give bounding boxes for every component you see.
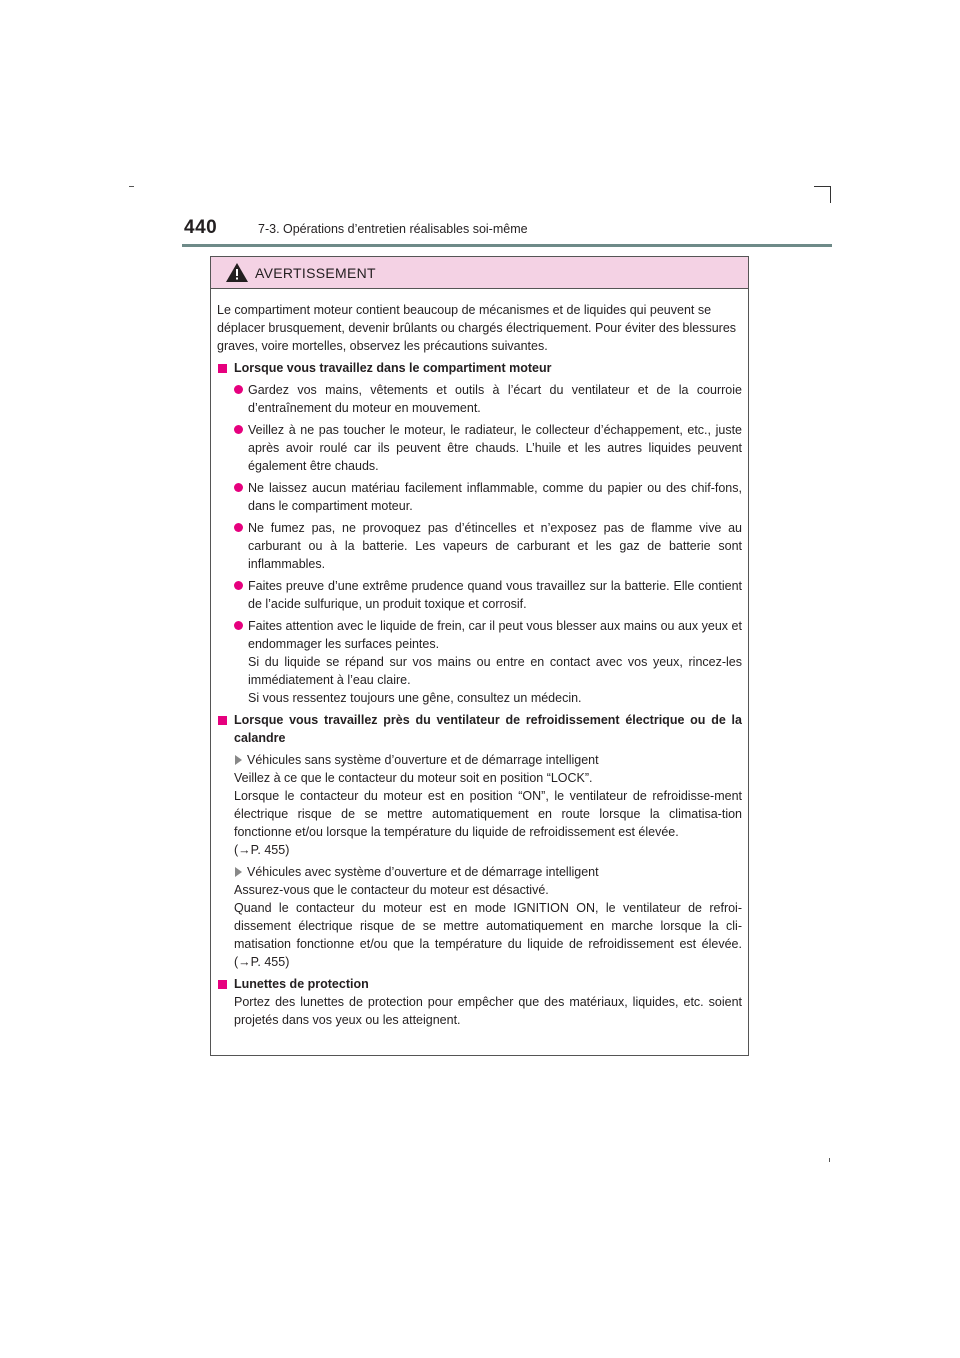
paragraph: Portez des lunettes de protection pour empêcher que des matériaux, liquides, etc. soient projetés dans vos yeux ou les atteignent. (234, 995, 742, 1027)
bullet-item (234, 421, 742, 475)
round-bullet-icon (234, 385, 243, 394)
paragraph: Quand le contacteur du moteur est en mode IGNITION ON, le ventilateur de refroi-dissement électrique risque de se mettre automatiquement en marche lorsque la cli-matisation fonctionne et/ou que la température du liquide de refroidissement est élevée. (→P. 455) (234, 901, 742, 969)
section-safety-glasses (217, 975, 742, 1029)
round-bullet-icon (234, 581, 243, 590)
section-cooling-fan (217, 711, 742, 971)
warning-title: AVERTISSEMENT (255, 265, 376, 281)
bullet-text-continued: Si du liquide se répand sur vos mains ou entre en contact avec vos yeux, rincez-les immédiatement à l’eau claire. (248, 655, 742, 687)
paragraph: Assurez-vous que le contacteur du moteur est désactivé. (234, 883, 549, 897)
bullet-text: Ne fumez pas, ne provoquez pas d’étincelles et n’exposez pas de flamme vive au carburant ou à la batterie. Les vapeurs de carburant et les gaz de batterie sont inflammables. (248, 521, 742, 571)
section-title-glasses: Lunettes de protection (234, 977, 369, 991)
square-bullet-icon (218, 364, 227, 373)
bullet-text: Gardez vos mains, vêtements et outils à l’écart du ventilateur et de la courroie d’entraînement du moteur en mouvement. (248, 383, 742, 415)
round-bullet-icon (234, 483, 243, 492)
square-bullet-icon (218, 716, 227, 725)
round-bullet-icon (234, 523, 243, 532)
square-bullet-icon (218, 980, 227, 989)
header-rule (182, 244, 832, 247)
arrow-right-icon (235, 755, 242, 765)
crop-mark-top-right (814, 186, 831, 203)
bullet-item (234, 577, 742, 613)
arrow-right-icon (235, 867, 242, 877)
section-title-engine: Lorsque vous travaillez dans le compartiment moteur (234, 361, 552, 375)
bullet-text: Faites preuve d’une extrême prudence quand vous travaillez sur la batterie. Elle contient de l’acide sulfurique, un produit toxique et corrosif. (248, 579, 742, 611)
variant-label-text: Véhicules avec système d’ouverture et de démarrage intelligent (247, 865, 599, 879)
warning-triangle-icon (226, 263, 248, 282)
vehicle-variant-label (234, 751, 742, 769)
crop-mark-top-left (129, 186, 134, 187)
bullet-item (234, 381, 742, 417)
crop-mark-bottom-right (829, 1158, 830, 1162)
warning-header (211, 257, 748, 289)
round-bullet-icon (234, 425, 243, 434)
paragraph: Veillez à ce que le contacteur du moteur soit en position “LOCK”. (234, 771, 593, 785)
vehicle-variant-label (234, 863, 742, 881)
bullet-item (234, 479, 742, 515)
bullet-item (234, 519, 742, 573)
section-title-cooling-fan: Lorsque vous travaillez près du ventilateur de refroidissement électrique ou de la calandre (234, 713, 742, 745)
bullet-text: Veillez à ne pas toucher le moteur, le radiateur, le collecteur d’échappement, etc., juste après avoir roulé car ils peuvent être chauds. L’huile et les autres liquides peuvent également être chauds. (248, 423, 742, 473)
warning-intro: Le compartiment moteur contient beaucoup de mécanismes et de liquides qui peuvent se déplacer brusquement, devenir brûlants ou chargés électriquement. Pour éviter des blessures graves, voire mortelles, observez les précautions suivantes. (217, 303, 737, 353)
bullet-text: Ne laissez aucun matériau facilement inflammable, comme du papier ou des chif-fons, dans le compartiment moteur. (248, 481, 742, 513)
section-title: 7-3. Opérations d’entretien réalisables soi-même (258, 222, 528, 236)
section-engine-compartment (217, 359, 742, 707)
warning-box (210, 256, 749, 1056)
page-number: 440 (184, 217, 218, 238)
bullet-text: Faites attention avec le liquide de frein, car il peut vous blesser aux mains ou aux yeux et endommager les surfaces peintes. (248, 619, 742, 651)
round-bullet-icon (234, 621, 243, 630)
variant-label-text: Véhicules sans système d’ouverture et de démarrage intelligent (247, 753, 599, 767)
bullet-item (234, 617, 742, 707)
warning-body (211, 289, 748, 1029)
page-reference: (→P. 455) (234, 843, 290, 857)
paragraph: Lorsque le contacteur du moteur est en position “ON”, le ventilateur de refroidisse-ment électrique risque de se mettre automatiquement en route lorsque la climatisa-tion fonctionne et/ou lorsque la température du liquide de refroidissement est élevée. (234, 789, 742, 839)
bullet-text-note: Si vous ressentez toujours une gêne, consultez un médecin. (248, 691, 582, 705)
